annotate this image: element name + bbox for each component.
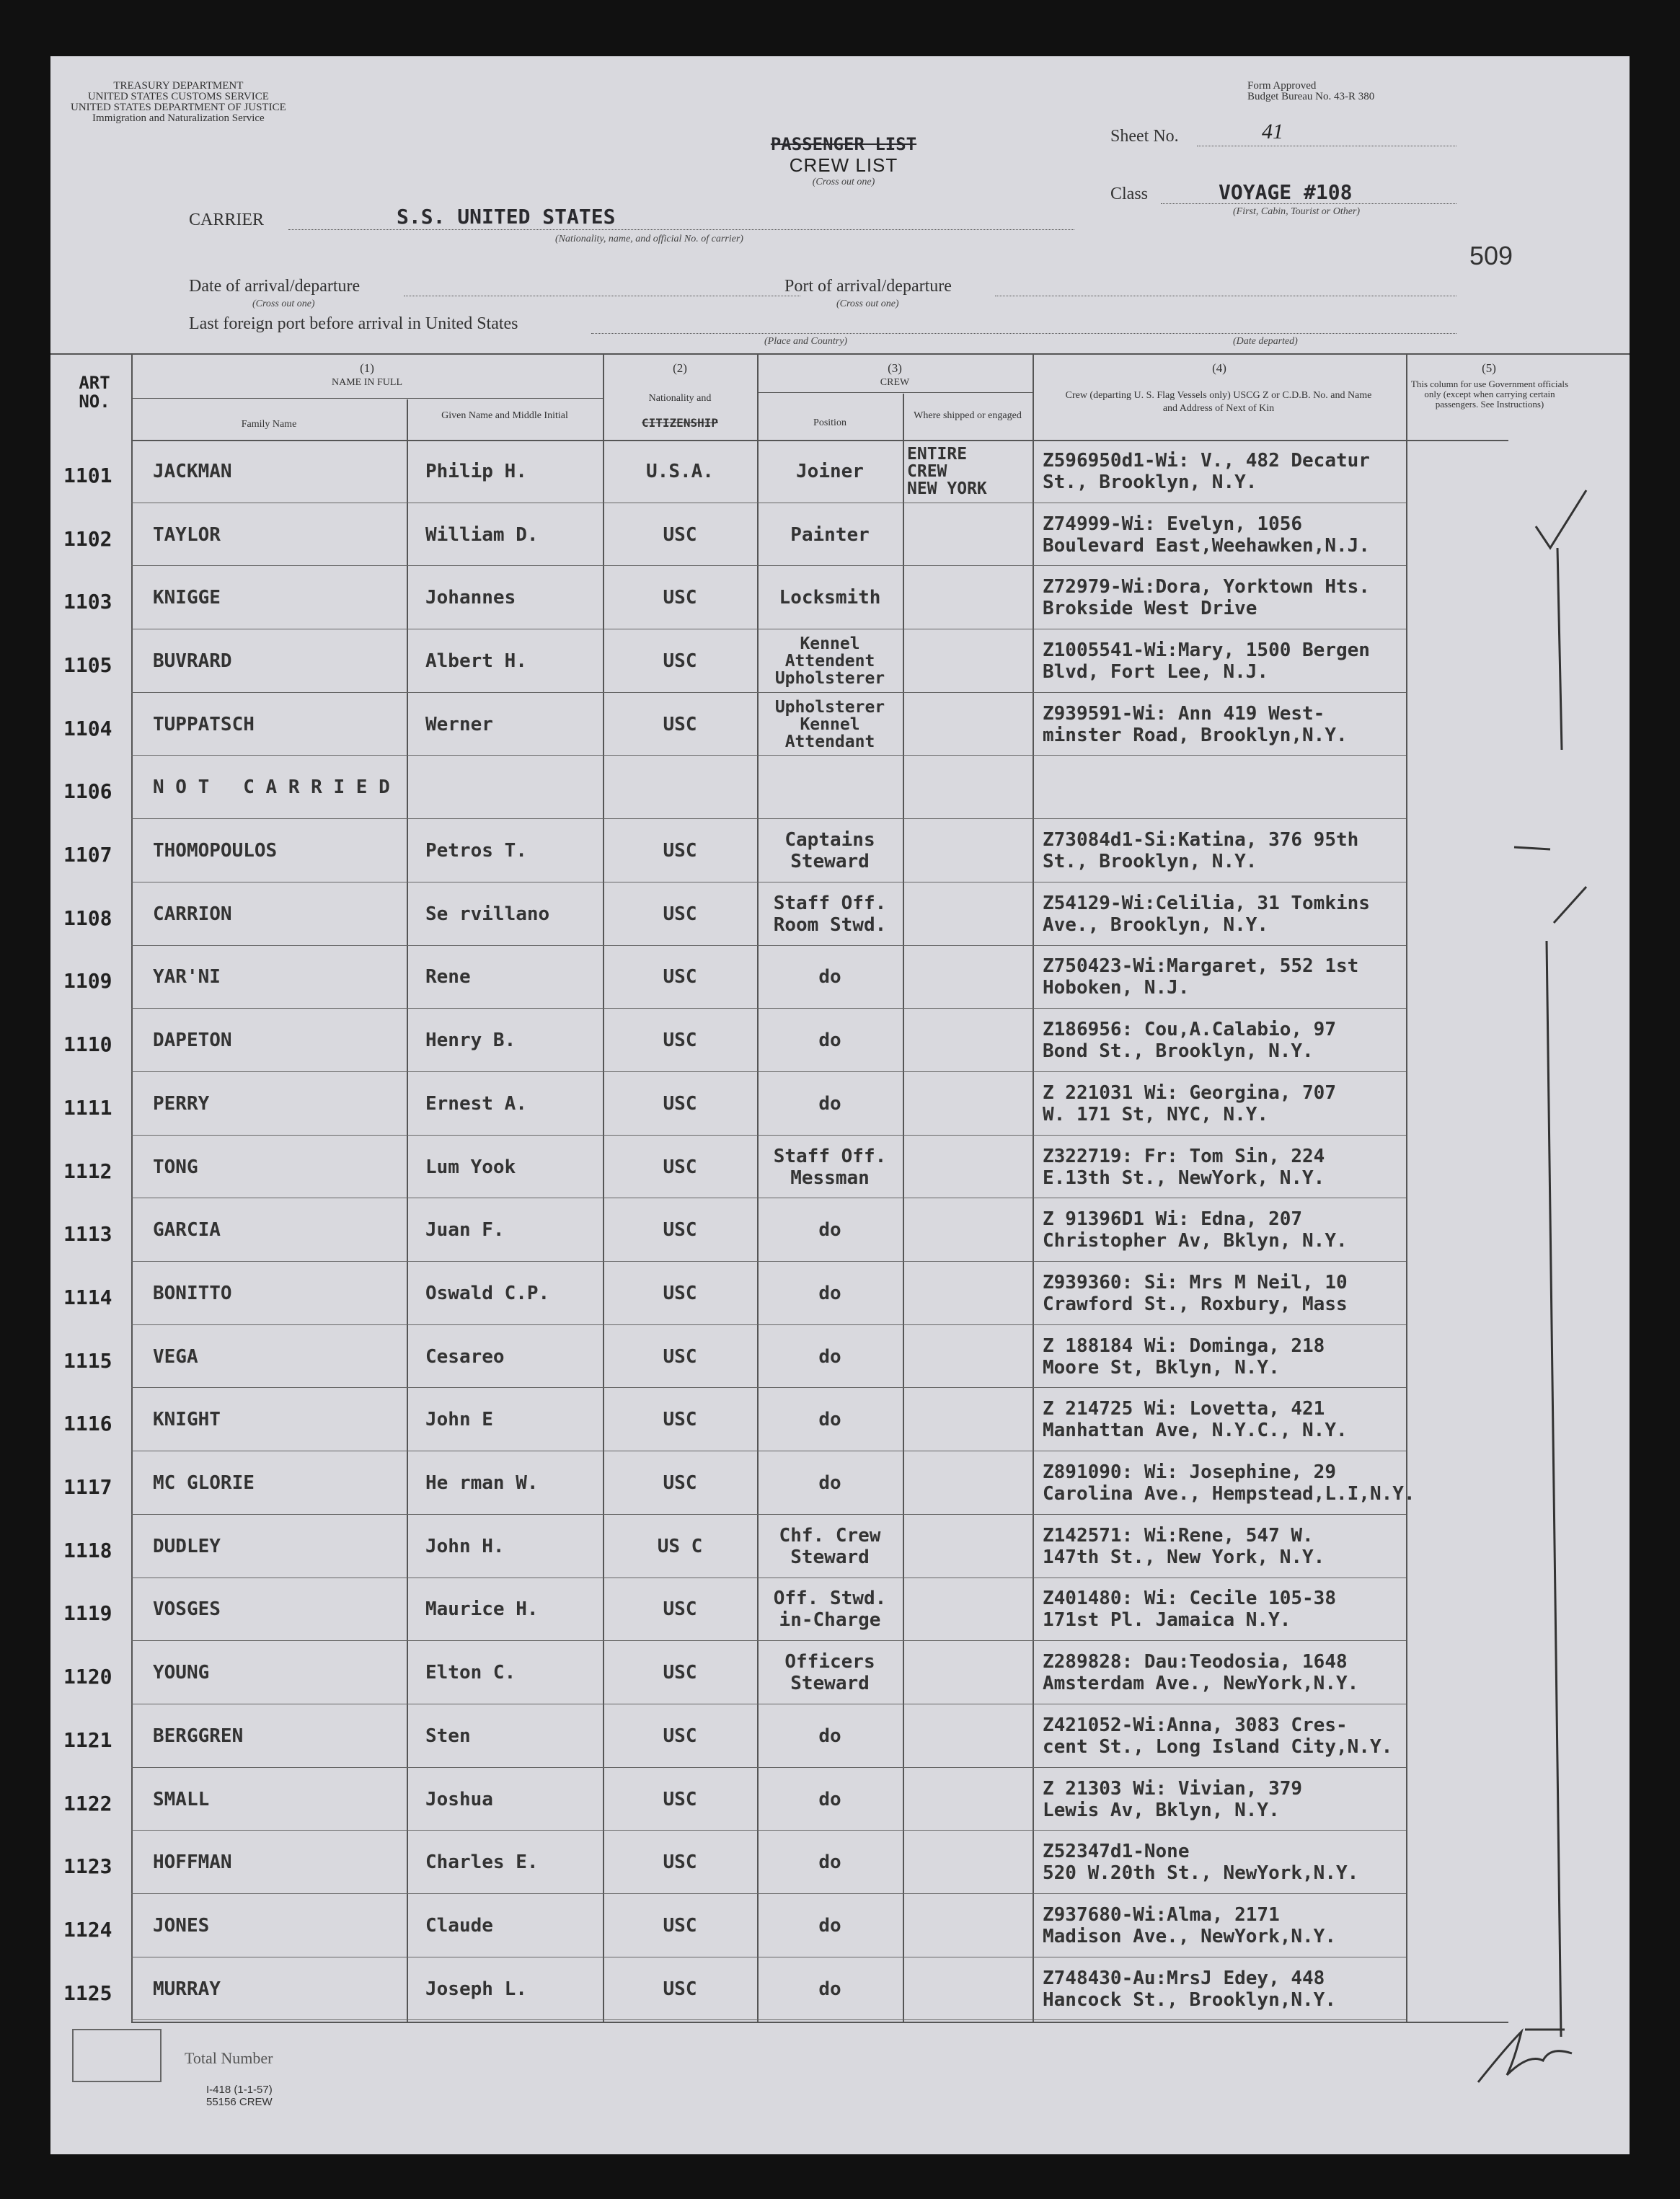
position-cell: do	[818, 1219, 841, 1242]
row-number: 1112	[63, 1159, 112, 1183]
row-number: 1118	[63, 1538, 112, 1562]
table-row	[50, 566, 1630, 629]
nationality-cell: USC	[663, 1219, 697, 1242]
next-of-kin-cell: Z748430-Au:MrsJ Edey, 448 Hancock St., Brooklyn,N.Y.	[1043, 1967, 1336, 2011]
class-caption: (First, Cabin, Tourist or Other)	[1233, 206, 1361, 217]
sheet-label: Sheet No.	[1110, 127, 1179, 146]
row-number: 1114	[63, 1285, 112, 1309]
family-name-header: Family Name	[241, 419, 297, 430]
next-of-kin-cell: Z939360: Si: Mrs M Neil, 10 Crawford St., Roxbury, Mass	[1043, 1271, 1348, 1315]
row-number: 1107	[63, 843, 112, 867]
nationality-cell: USC	[663, 523, 697, 546]
crew-list-title: CREW LIST	[789, 154, 898, 176]
family-name-cell: DUDLEY	[153, 1535, 221, 1557]
row-number: 1104	[63, 716, 112, 740]
row-divider	[131, 2019, 1406, 2020]
nationality-cell: US C	[657, 1535, 703, 1557]
nationality-header: Nationality and	[648, 393, 712, 404]
given-name-cell: Se rvillano	[425, 903, 550, 925]
family-name-cell: JONES	[153, 1914, 210, 1937]
row-number: 1125	[63, 1981, 112, 2005]
where-shipped-cell: ENTIRE CREW NEW YORK	[907, 444, 987, 498]
next-of-kin-cell: Z52347d1-None 520 W.20th St., NewYork,N.Y.	[1043, 1841, 1359, 1885]
nationality-cell: USC	[663, 1345, 697, 1368]
table-row	[50, 1641, 1630, 1704]
table-row	[50, 1894, 1630, 1957]
table-row	[50, 1136, 1630, 1199]
family-name-cell: BONITTO	[153, 1282, 232, 1304]
position-cell: do	[818, 1914, 841, 1937]
row-number: 1117	[63, 1475, 112, 1500]
family-name-cell: HOFFMAN	[153, 1851, 232, 1874]
table-row	[50, 1515, 1630, 1578]
port-caption: (Cross out one)	[836, 298, 899, 309]
col4-number: (4)	[1212, 361, 1226, 375]
position-header: Position	[813, 417, 846, 428]
row-number: 1102	[63, 526, 112, 551]
given-name-cell: Sten	[425, 1725, 471, 1747]
position-cell: do	[818, 1092, 841, 1115]
class-value: VOYAGE #108	[1219, 180, 1353, 204]
next-of-kin-cell: Z74999-Wi: Evelyn, 1056 Boulevard East,Weehawken,N.J.	[1043, 513, 1370, 557]
next-of-kin-cell: Z401480: Wi: Cecile 105-38 171st Pl. Jamaica N.Y.	[1043, 1588, 1336, 1632]
given-name-cell: John E	[425, 1409, 493, 1431]
table-row	[50, 1578, 1630, 1642]
where-shipped-header: Where shipped or engaged	[914, 410, 1022, 421]
official-initials	[1464, 2017, 1608, 2104]
table-row	[50, 819, 1630, 882]
position-cell: do	[818, 1345, 841, 1368]
family-name-cell: THOMOPOULOS	[153, 840, 278, 862]
family-name-cell: YOUNG	[153, 1662, 210, 1684]
row-number: 1120	[63, 1665, 112, 1689]
subheader-line	[757, 392, 1033, 393]
agency-block	[71, 81, 286, 124]
family-name-cell: N O T C A R R I E D	[153, 776, 390, 799]
citizenship-struck: CITIZENSHIP	[642, 416, 718, 430]
given-name-cell: Maurice H.	[425, 1598, 539, 1621]
nationality-cell: USC	[663, 1409, 697, 1431]
col2-number: (2)	[673, 361, 687, 375]
date-label: Date of arrival/departure	[189, 277, 361, 296]
family-name-cell: CARRION	[153, 903, 232, 925]
form-page	[50, 56, 1630, 2154]
row-number: 1106	[63, 779, 112, 804]
form-code: 55156 CREW	[206, 2096, 273, 2108]
position-cell: Kennel Attendent Upholsterer	[774, 634, 885, 688]
nationality-cell: U.S.A.	[646, 460, 714, 482]
table-row	[50, 693, 1630, 756]
position-cell: Joiner	[796, 460, 864, 482]
given-name-cell: Joshua	[425, 1788, 493, 1810]
table-row	[50, 1389, 1630, 1452]
table-row	[50, 503, 1630, 567]
row-number: 1103	[63, 590, 112, 614]
position-cell: Painter	[790, 523, 870, 546]
position-cell: do	[818, 1725, 841, 1747]
art-no-header: ART NO.	[79, 373, 110, 412]
cross-out-caption: (Cross out one)	[812, 177, 875, 187]
form-approved	[1247, 81, 1374, 102]
next-of-kin-cell: Z 214725 Wi: Lovetta, 421 Manhattan Ave, N.Y.C., N.Y.	[1043, 1398, 1348, 1442]
place-caption: (Place and Country)	[764, 336, 848, 347]
page-number: 509	[1469, 241, 1513, 270]
carrier-line	[288, 229, 1074, 230]
officials-column-header: This column for use Government officials only (except when carrying certain passengers. See Instructions)	[1410, 379, 1569, 410]
next-of-kin-cell: Z596950d1-Wi: V., 482 Decatur St., Brooklyn, N.Y.	[1043, 449, 1370, 493]
agency-line: UNITED STATES CUSTOMS SERVICE	[87, 91, 269, 102]
date-departed-caption: (Date departed)	[1233, 336, 1298, 347]
table-row	[50, 440, 1630, 503]
nationality-cell: USC	[663, 1978, 697, 2000]
given-name-header: Given Name and Middle Initial	[441, 410, 568, 421]
subheader-line	[131, 398, 603, 399]
given-name-cell: Ernest A.	[425, 1092, 527, 1115]
family-name-cell: VOSGES	[153, 1598, 221, 1621]
position-cell: Staff Off. Messman	[773, 1145, 887, 1189]
table-row	[50, 1451, 1630, 1515]
next-of-kin-cell: Z186956: Cou,A.Calabio, 97 Bond St., Brooklyn, N.Y.	[1043, 1019, 1336, 1063]
date-caption: (Cross out one)	[252, 298, 315, 309]
table-row	[50, 1198, 1630, 1262]
given-name-cell: Cesareo	[425, 1345, 505, 1368]
nationality-cell: USC	[663, 1598, 697, 1621]
carrier-caption: (Nationality, name, and official No. of carrier)	[555, 234, 743, 244]
form-approved-label: Form Approved	[1247, 80, 1317, 92]
agency-line: TREASURY DEPARTMENT	[113, 80, 244, 92]
given-name-cell: Oswald C.P.	[425, 1282, 550, 1304]
position-cell: Staff Off. Room Stwd.	[773, 892, 887, 936]
row-number: 1119	[63, 1601, 112, 1626]
given-name-cell: Lum Yook	[425, 1156, 516, 1178]
col5-number: (5)	[1482, 361, 1496, 375]
table-bottom-border	[131, 2022, 1508, 2023]
table-row	[50, 756, 1630, 820]
given-name-cell: Petros T.	[425, 840, 527, 862]
row-number: 1111	[63, 1095, 112, 1120]
given-name-cell: John H.	[425, 1535, 505, 1557]
form-id-block	[206, 2084, 273, 2108]
nationality-cell: USC	[663, 1788, 697, 1810]
row-number: 1124	[63, 1917, 112, 1942]
row-number: 1122	[63, 1791, 112, 1815]
next-of-kin-cell: Z73084d1-Si:Katina, 376 95th St., Brooklyn, N.Y.	[1043, 829, 1359, 873]
given-name-cell: Philip H.	[425, 460, 527, 482]
position-cell: Officers Steward	[784, 1651, 875, 1695]
row-number: 1109	[63, 969, 112, 994]
row-number: 1105	[63, 652, 112, 677]
row-number: 1113	[63, 1222, 112, 1247]
nationality-cell: USC	[663, 966, 697, 988]
nationality-cell: USC	[663, 1156, 697, 1178]
budget-bureau: Budget Bureau No. 43-R 380	[1247, 91, 1375, 102]
next-of-kin-cell: Z421052-Wi:Anna, 3083 Cres- cent St., Long Island City,N.Y.	[1043, 1714, 1393, 1758]
next-of-kin-cell: Z1005541-Wi:Mary, 1500 Bergen Blvd, Fort Lee, N.J.	[1043, 639, 1370, 683]
nationality-cell: USC	[663, 1092, 697, 1115]
col3-number: (3)	[888, 361, 902, 375]
family-name-cell: YAR'NI	[153, 966, 221, 988]
col1-title: NAME IN FULL	[332, 377, 402, 388]
family-name-cell: MC GLORIE	[153, 1472, 255, 1495]
form-id: I-418 (1-1-57)	[206, 2084, 273, 2096]
nationality-cell: USC	[663, 1851, 697, 1874]
next-of-kin-cell: Z 188184 Wi: Dominga, 218 Moore St, Bklyn, N.Y.	[1043, 1335, 1325, 1379]
table-row	[50, 1768, 1630, 1831]
nationality-cell: USC	[663, 903, 697, 925]
table-row	[50, 1704, 1630, 1768]
given-name-cell: Claude	[425, 1914, 493, 1937]
carrier-value: S.S. UNITED STATES	[397, 205, 616, 229]
next-of-kin-cell: Z54129-Wi:Celilia, 31 Tomkins Ave., Brooklyn, N.Y.	[1043, 892, 1370, 936]
row-number: 1116	[63, 1412, 112, 1436]
nationality-cell: USC	[663, 1472, 697, 1495]
next-of-kin-cell: Z72979-Wi:Dora, Yorktown Hts. Brokside West Drive	[1043, 576, 1370, 620]
given-name-cell: Werner	[425, 713, 493, 735]
table-top-border	[50, 353, 1630, 355]
family-name-cell: JACKMAN	[153, 460, 232, 482]
table-row	[50, 629, 1630, 693]
given-name-cell: Johannes	[425, 587, 516, 609]
total-number-label: Total Number	[185, 2049, 273, 2067]
given-name-cell: Charles E.	[425, 1851, 539, 1874]
next-of-kin-cell: Z 91396D1 Wi: Edna, 207 Christopher Av, Bklyn, N.Y.	[1043, 1208, 1348, 1252]
position-cell: do	[818, 966, 841, 988]
family-name-cell: BERGGREN	[153, 1725, 244, 1747]
given-name-cell: Albert H.	[425, 650, 527, 672]
given-name-cell: Juan F.	[425, 1219, 505, 1242]
family-name-cell: DAPETON	[153, 1030, 232, 1052]
title-block	[735, 134, 952, 188]
given-name-cell: Elton C.	[425, 1662, 516, 1684]
position-cell: Off. Stwd. in-Charge	[773, 1588, 887, 1632]
crew-header: CREW	[880, 377, 910, 388]
row-number: 1123	[63, 1854, 112, 1879]
table-row	[50, 1831, 1630, 1894]
family-name-cell: VEGA	[153, 1345, 198, 1368]
nationality-cell: USC	[663, 1914, 697, 1937]
family-name-cell: TUPPATSCH	[153, 713, 255, 735]
next-of-kin-cell: Z142571: Wi:Rene, 547 W. 147th St., New York, N.Y.	[1043, 1524, 1325, 1568]
family-name-cell: KNIGGE	[153, 587, 221, 609]
table-row	[50, 1072, 1630, 1136]
position-cell: do	[818, 1282, 841, 1304]
table-row	[50, 882, 1630, 946]
position-cell: do	[818, 1851, 841, 1874]
position-cell: do	[818, 1788, 841, 1810]
nationality-cell: USC	[663, 1725, 697, 1747]
row-number: 1115	[63, 1348, 112, 1373]
nationality-cell: USC	[663, 840, 697, 862]
carrier-label: CARRIER	[189, 211, 265, 229]
nationality-cell: USC	[663, 1662, 697, 1684]
port-label: Port of arrival/departure	[784, 277, 952, 296]
agency-line: UNITED STATES DEPARTMENT OF JUSTICE	[71, 102, 286, 113]
agency-line: Immigration and Naturalization Service	[92, 112, 265, 124]
next-of-kin-cell: Z891090: Wi: Josephine, 29 Carolina Ave., Hempstead,L.I,N.Y.	[1043, 1461, 1415, 1505]
position-cell: do	[818, 1030, 841, 1052]
family-name-cell: KNIGHT	[153, 1409, 221, 1431]
given-name-cell: Henry B.	[425, 1030, 516, 1052]
given-name-cell: Rene	[425, 966, 471, 988]
family-name-cell: PERRY	[153, 1092, 210, 1115]
position-cell: do	[818, 1472, 841, 1495]
next-of-kin-cell: Z289828: Dau:Teodosia, 1648 Amsterdam Ave., NewYork,N.Y.	[1043, 1651, 1359, 1695]
table-row	[50, 1009, 1630, 1072]
position-cell: do	[818, 1409, 841, 1431]
nationality-cell: USC	[663, 650, 697, 672]
given-name-cell: He rman W.	[425, 1472, 539, 1495]
table-row	[50, 1957, 1630, 2021]
class-label: Class	[1110, 185, 1149, 203]
family-name-cell: BUVRARD	[153, 650, 232, 672]
passenger-list-struck: PASSENGER LIST	[770, 134, 917, 154]
row-number: 1110	[63, 1032, 112, 1057]
next-of-kin-cell: Z937680-Wi:Alma, 2171 Madison Ave., NewYork,N.Y.	[1043, 1903, 1336, 1947]
nationality-cell: USC	[663, 587, 697, 609]
col1-number: (1)	[360, 361, 374, 375]
next-of-kin-cell: Z 221031 Wi: Georgina, 707 W. 171 St, NYC, N.Y.	[1043, 1081, 1336, 1125]
next-of-kin-cell: Z750423-Wi:Margaret, 552 1st Hoboken, N.J.	[1043, 955, 1359, 999]
row-number: 1101	[63, 463, 112, 487]
row-number: 1121	[63, 1727, 112, 1752]
given-name-cell: William D.	[425, 523, 539, 546]
position-cell: Captains Steward	[784, 829, 875, 873]
table-row	[50, 1262, 1630, 1325]
family-name-cell: SMALL	[153, 1788, 210, 1810]
nationality-cell: USC	[663, 1030, 697, 1052]
next-of-kin-cell: Z 21303 Wi: Vivian, 379 Lewis Av, Bklyn, N.Y.	[1043, 1777, 1303, 1821]
next-of-kin-cell: Z322719: Fr: Tom Sin, 224 E.13th St., NewYork, N.Y.	[1043, 1145, 1325, 1189]
family-name-cell: TONG	[153, 1156, 198, 1178]
table-row	[50, 946, 1630, 1009]
given-name-cell: Joseph L.	[425, 1978, 527, 2000]
position-cell: do	[818, 1978, 841, 2000]
table-row	[50, 1325, 1630, 1389]
official-check-marks	[1406, 440, 1622, 2098]
next-of-kin-header: Crew (departing U. S. Flag Vessels only) USCG Z or C.D.B. No. and Name and Address of Next of Kin	[1065, 390, 1372, 414]
position-cell: Chf. Crew Steward	[779, 1524, 881, 1568]
row-number: 1108	[63, 906, 112, 930]
family-name-cell: GARCIA	[153, 1219, 221, 1242]
nationality-cell: USC	[663, 713, 697, 735]
position-cell: Upholsterer Kennel Attendant	[774, 697, 885, 751]
nationality-cell: USC	[663, 1282, 697, 1304]
last-port-line	[591, 333, 1456, 334]
sheet-number: 41	[1262, 120, 1283, 143]
family-name-cell: MURRAY	[153, 1978, 221, 2000]
family-name-cell: TAYLOR	[153, 523, 221, 546]
position-cell: Locksmith	[779, 587, 881, 609]
last-port-label: Last foreign port before arrival in United States	[189, 314, 518, 333]
next-of-kin-cell: Z939591-Wi: Ann 419 West- minster Road, Brooklyn,N.Y.	[1043, 702, 1348, 746]
total-number-box	[72, 2029, 162, 2082]
